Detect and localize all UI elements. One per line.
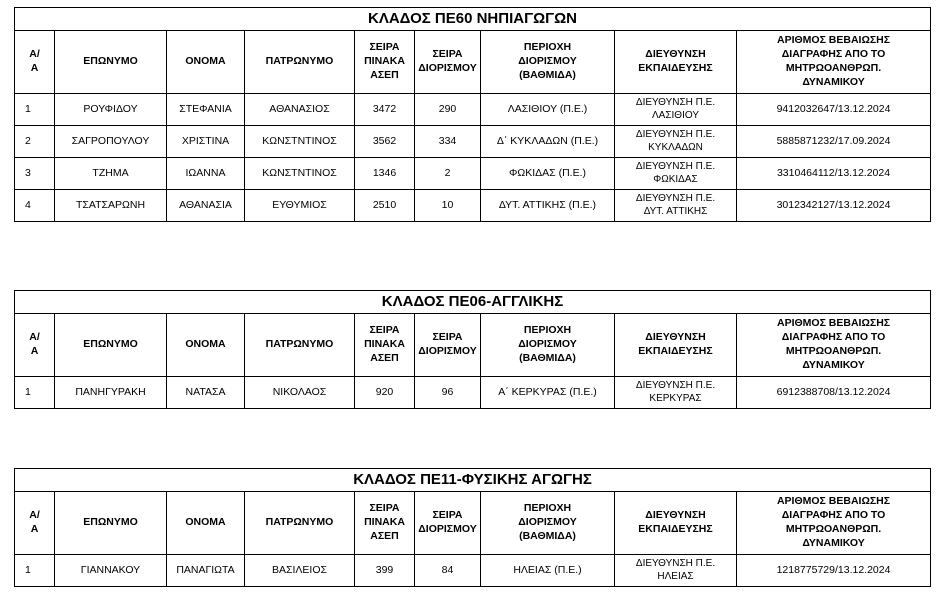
header-cert: ΑΡΙΘΜΟΣ ΒΕΒΑΙΩΣΗΣ ΔΙΑΓΡΑΦΗΣ ΑΠΟ ΤΟ ΜΗΤΡΩΟΑΝΘΡΩΠ. ΔΥΝΑΜΙΚΟΥ bbox=[737, 314, 931, 377]
cell-rank-appoint: 334 bbox=[415, 126, 481, 158]
header-rank-table: ΣΕΙΡΑ ΠΙΝΑΚΑ ΑΣΕΠ bbox=[355, 314, 415, 377]
header-name: ΟΝΟΜΑ bbox=[167, 314, 245, 377]
header-father: ΠΑΤΡΩΝΥΜΟ bbox=[245, 31, 355, 94]
cell-aa: 1 bbox=[15, 94, 55, 126]
header-directorate: ΔΙΕΥΘΥΝΣΗ ΕΚΠΑΙΔΕΥΣΗΣ bbox=[615, 314, 737, 377]
appointments-table bbox=[14, 7, 931, 222]
cell-region: Δ΄ ΚΥΚΛΑΔΩΝ (Π.Ε.) bbox=[481, 126, 615, 158]
header-rank-appoint: ΣΕΙΡΑ ΔΙΟΡΙΣΜΟΥ bbox=[415, 314, 481, 377]
appointments-table bbox=[14, 468, 931, 587]
cell-region: Α΄ ΚΕΡΚΥΡΑΣ (Π.Ε.) bbox=[481, 377, 615, 409]
cell-father: ΚΩΝΣΤΝΤΙΝΟΣ bbox=[245, 158, 355, 190]
header-name: ΟΝΟΜΑ bbox=[167, 31, 245, 94]
cell-father: ΝΙΚΟΛΑΟΣ bbox=[245, 377, 355, 409]
header-name: ΟΝΟΜΑ bbox=[167, 492, 245, 555]
cell-rank-appoint: 290 bbox=[415, 94, 481, 126]
header-region: ΠΕΡΙΟΧΗ ΔΙΟΡΙΣΜΟΥ (ΒΑΘΜΙΔΑ) bbox=[481, 314, 615, 377]
cell-region: ΦΩΚΙΔΑΣ (Π.Ε.) bbox=[481, 158, 615, 190]
cell-aa: 2 bbox=[15, 126, 55, 158]
table-row bbox=[15, 94, 931, 126]
cell-region: ΗΛΕΙΑΣ (Π.Ε.) bbox=[481, 555, 615, 587]
header-aa: Α/ Α bbox=[15, 31, 55, 94]
appointments-table bbox=[14, 290, 931, 409]
cell-name: ΑΘΑΝΑΣΙΑ bbox=[167, 190, 245, 222]
header-surname: ΕΠΩΝΥΜΟ bbox=[55, 492, 167, 555]
cell-directorate: ΔΙΕΥΘΥΝΣΗ Π.Ε. ΚΕΡΚΥΡΑΣ bbox=[615, 377, 737, 409]
cell-directorate: ΔΙΕΥΘΥΝΣΗ Π.Ε. ΗΛΕΙΑΣ bbox=[615, 555, 737, 587]
cell-surname: ΠΑΝΗΓΥΡΑΚΗ bbox=[55, 377, 167, 409]
cell-father: ΕΥΘΥΜΙΟΣ bbox=[245, 190, 355, 222]
cell-surname: ΤΣΑΤΣΑΡΩΝΗ bbox=[55, 190, 167, 222]
cell-rank-table: 3562 bbox=[355, 126, 415, 158]
table-row bbox=[15, 555, 931, 587]
cell-rank-appoint: 84 bbox=[415, 555, 481, 587]
cell-cert: 6912388708/13.12.2024 bbox=[737, 377, 931, 409]
cell-rank-table: 1346 bbox=[355, 158, 415, 190]
header-aa: Α/ Α bbox=[15, 492, 55, 555]
header-surname: ΕΠΩΝΥΜΟ bbox=[55, 31, 167, 94]
cell-surname: ΡΟΥΦΙΔΟΥ bbox=[55, 94, 167, 126]
cell-directorate: ΔΙΕΥΘΥΝΣΗ Π.Ε. ΛΑΣΙΘΙΟΥ bbox=[615, 94, 737, 126]
cell-cert: 1218775729/13.12.2024 bbox=[737, 555, 931, 587]
header-father: ΠΑΤΡΩΝΥΜΟ bbox=[245, 314, 355, 377]
section-title: ΚΛΑΔΟΣ ΠΕ06-ΑΓΓΛΙΚΗΣ bbox=[15, 291, 931, 314]
header-row bbox=[15, 492, 931, 555]
cell-surname: ΤΖΗΜΑ bbox=[55, 158, 167, 190]
cell-region: ΔΥΤ. ΑΤΤΙΚΗΣ (Π.Ε.) bbox=[481, 190, 615, 222]
cell-aa: 3 bbox=[15, 158, 55, 190]
header-rank-appoint: ΣΕΙΡΑ ΔΙΟΡΙΣΜΟΥ bbox=[415, 31, 481, 94]
header-rank-table: ΣΕΙΡΑ ΠΙΝΑΚΑ ΑΣΕΠ bbox=[355, 492, 415, 555]
cell-directorate: ΔΙΕΥΘΥΝΣΗ Π.Ε. ΔΥΤ. ΑΤΤΙΚΗΣ bbox=[615, 190, 737, 222]
header-surname: ΕΠΩΝΥΜΟ bbox=[55, 314, 167, 377]
cell-rank-appoint: 10 bbox=[415, 190, 481, 222]
cell-rank-table: 399 bbox=[355, 555, 415, 587]
cell-rank-table: 3472 bbox=[355, 94, 415, 126]
cell-cert: 3310464112/13.12.2024 bbox=[737, 158, 931, 190]
cell-name: ΝΑΤΑΣΑ bbox=[167, 377, 245, 409]
header-region: ΠΕΡΙΟΧΗ ΔΙΟΡΙΣΜΟΥ (ΒΑΘΜΙΔΑ) bbox=[481, 492, 615, 555]
cell-father: ΑΘΑΝΑΣΙΟΣ bbox=[245, 94, 355, 126]
header-father: ΠΑΤΡΩΝΥΜΟ bbox=[245, 492, 355, 555]
cell-aa: 1 bbox=[15, 555, 55, 587]
cell-surname: ΓΙΑΝΝΑΚΟΥ bbox=[55, 555, 167, 587]
cell-aa: 1 bbox=[15, 377, 55, 409]
cell-region: ΛΑΣΙΘΙΟΥ (Π.Ε.) bbox=[481, 94, 615, 126]
section-title: ΚΛΑΔΟΣ ΠΕ60 ΝΗΠΙΑΓΩΓΩΝ bbox=[15, 8, 931, 31]
cell-rank-table: 2510 bbox=[355, 190, 415, 222]
cell-name: ΠΑΝΑΓΙΩΤΑ bbox=[167, 555, 245, 587]
cell-cert: 5885871232/17.09.2024 bbox=[737, 126, 931, 158]
table-row bbox=[15, 126, 931, 158]
table-row bbox=[15, 190, 931, 222]
header-row bbox=[15, 31, 931, 94]
cell-aa: 4 bbox=[15, 190, 55, 222]
section-pe06 bbox=[14, 290, 930, 409]
cell-surname: ΣΑΓΡΟΠΟΥΛΟΥ bbox=[55, 126, 167, 158]
header-rank-appoint: ΣΕΙΡΑ ΔΙΟΡΙΣΜΟΥ bbox=[415, 492, 481, 555]
cell-cert: 3012342127/13.12.2024 bbox=[737, 190, 931, 222]
header-aa: Α/ Α bbox=[15, 314, 55, 377]
header-region: ΠΕΡΙΟΧΗ ΔΙΟΡΙΣΜΟΥ (ΒΑΘΜΙΔΑ) bbox=[481, 31, 615, 94]
cell-father: ΒΑΣΙΛΕΙΟΣ bbox=[245, 555, 355, 587]
cell-father: ΚΩΝΣΤΝΤΙΝΟΣ bbox=[245, 126, 355, 158]
cell-name: ΣΤΕΦΑΝΙΑ bbox=[167, 94, 245, 126]
cell-cert: 9412032647/13.12.2024 bbox=[737, 94, 931, 126]
table-row bbox=[15, 377, 931, 409]
header-rank-table: ΣΕΙΡΑ ΠΙΝΑΚΑ ΑΣΕΠ bbox=[355, 31, 415, 94]
cell-name: ΧΡΙΣΤΙΝΑ bbox=[167, 126, 245, 158]
cell-directorate: ΔΙΕΥΘΥΝΣΗ Π.Ε. ΚΥΚΛΑΔΩΝ bbox=[615, 126, 737, 158]
section-pe11 bbox=[14, 468, 930, 587]
header-cert: ΑΡΙΘΜΟΣ ΒΕΒΑΙΩΣΗΣ ΔΙΑΓΡΑΦΗΣ ΑΠΟ ΤΟ ΜΗΤΡΩΟΑΝΘΡΩΠ. ΔΥΝΑΜΙΚΟΥ bbox=[737, 31, 931, 94]
cell-rank-table: 920 bbox=[355, 377, 415, 409]
header-directorate: ΔΙΕΥΘΥΝΣΗ ΕΚΠΑΙΔΕΥΣΗΣ bbox=[615, 492, 737, 555]
table-row bbox=[15, 158, 931, 190]
header-cert: ΑΡΙΘΜΟΣ ΒΕΒΑΙΩΣΗΣ ΔΙΑΓΡΑΦΗΣ ΑΠΟ ΤΟ ΜΗΤΡΩΟΑΝΘΡΩΠ. ΔΥΝΑΜΙΚΟΥ bbox=[737, 492, 931, 555]
cell-rank-appoint: 96 bbox=[415, 377, 481, 409]
cell-rank-appoint: 2 bbox=[415, 158, 481, 190]
section-pe60 bbox=[14, 7, 930, 222]
section-title: ΚΛΑΔΟΣ ΠΕ11-ΦΥΣΙΚΗΣ ΑΓΩΓΗΣ bbox=[15, 469, 931, 492]
cell-name: ΙΩΑΝΝΑ bbox=[167, 158, 245, 190]
cell-directorate: ΔΙΕΥΘΥΝΣΗ Π.Ε. ΦΩΚΙΔΑΣ bbox=[615, 158, 737, 190]
header-directorate: ΔΙΕΥΘΥΝΣΗ ΕΚΠΑΙΔΕΥΣΗΣ bbox=[615, 31, 737, 94]
header-row bbox=[15, 314, 931, 377]
